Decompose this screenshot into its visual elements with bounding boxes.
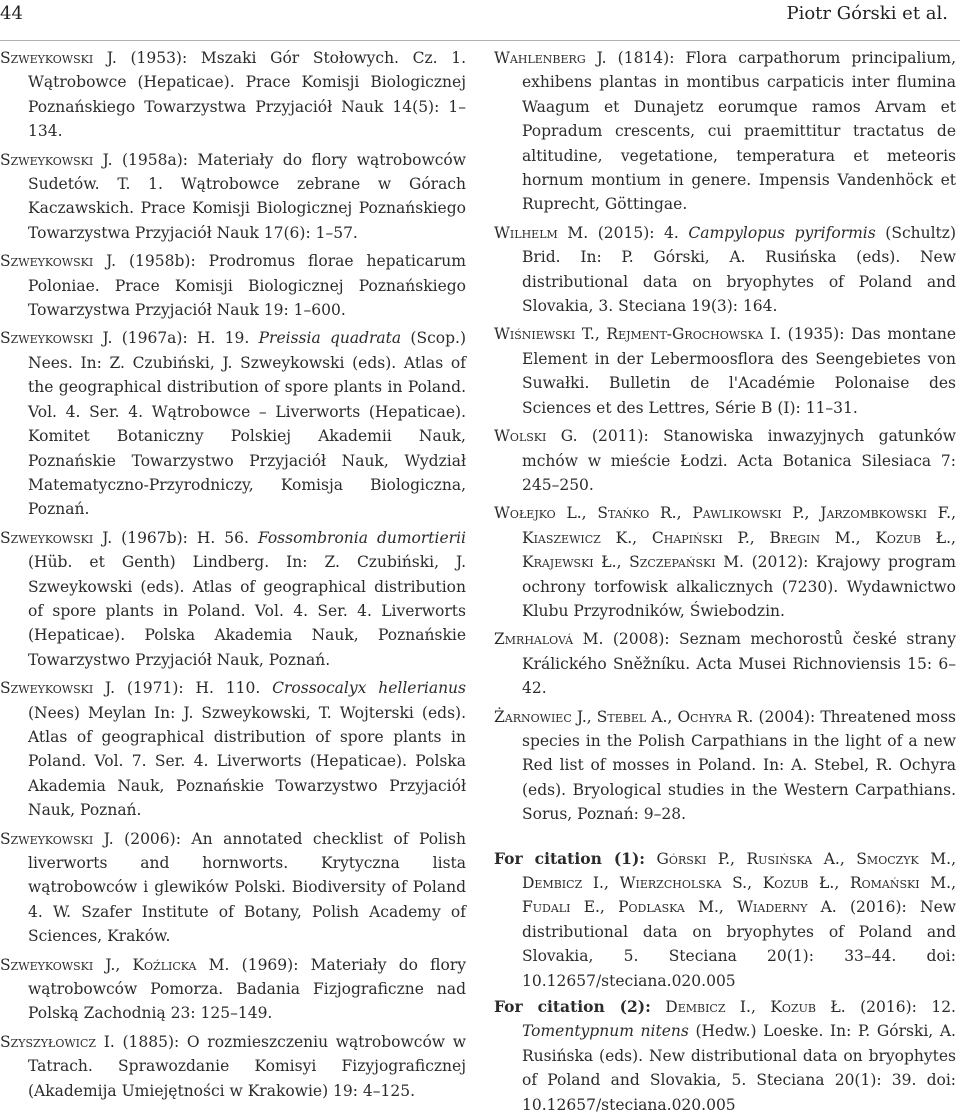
reference-entry bbox=[0, 676, 466, 822]
reference-authors: Zmrhalová M. bbox=[494, 630, 604, 649]
reference-pre: (1967a): H. 19. bbox=[112, 329, 259, 348]
citation-authors: Dembicz I., Kozub Ł. bbox=[650, 998, 846, 1017]
reference-text: (Nees) Meylan In: J. Szweykowski, T. Wojterski (eds). Atlas of geographical distribution of spore plants in Poland. Vol. 7. Ser. 4. Liverworts (Hepaticae). Polska Akademia Nauk, Poznańskie Towarzystwo Przyjaciół Nauk, Poznań. bbox=[28, 703, 466, 820]
reference-entry bbox=[494, 221, 956, 319]
reference-entry bbox=[0, 953, 466, 1026]
running-title: Piotr Górski et al. bbox=[786, 3, 948, 24]
reference-authors: Szyszyłowicz I. bbox=[0, 1032, 115, 1051]
reference-authors: Szweykowski J., Koźlicka M. bbox=[0, 955, 230, 974]
reference-text: (2004): Threatened moss species in the Polish Carpathians in the light of a new Red list of mosses in Poland. In: A. Stebel, R. Ochyra (eds). Bryological studies in the Western Carpathians. Sorus, Poznań: 9–28. bbox=[522, 707, 956, 824]
reference-text: (1958a): Materiały do flory wątrobowców Sudetów. T. 1. Wątrobowce zebrane w Górach Kaczawskich. Prace Komisji Biologicznej Poznańskiego Towarzystwa Przyjaciół Nauk 17(6): 1–57. bbox=[28, 150, 466, 242]
reference-text: (1935): Das montane Element in der Lebermoosflora des Seengebietes von Suwałki. Bulletin de l'Académie Polonaise des Sciences et des Lettres, Série B (I): 11–31. bbox=[522, 325, 956, 417]
reference-authors: Wołejko L., Stańko R., Pawlikowski P., Jarzombkowski F., Kiaszewicz K., Chapiński P., Bregin M., Kozub Ł., Krajewski Ł., Szczepański M. bbox=[494, 504, 956, 572]
references-left-column bbox=[0, 46, 466, 1107]
reference-text: (2008): Seznam mechorostů české strany Králického Sněžníku. Acta Musei Richnoviensis 15: 6–42. bbox=[522, 630, 956, 698]
reference-text: (1958b): Prodromus florae hepaticarum Poloniae. Prace Komisji Biologicznej Poznańskiego Towarzystwa Przyjaciół Nauk 19: 1–600. bbox=[28, 252, 466, 320]
reference-authors: Szweykowski J. bbox=[0, 252, 117, 271]
species-name: Campylopus pyriformis bbox=[688, 223, 876, 242]
reference-text: (2006): An annotated checklist of Polish liverworts and hornworts. Krytyczna lista wątrobowców i glewików Polski. Biodiversity of Poland 4. W. Szafer Institute of Botany, Polish Academy of Sciences, Kraków. bbox=[28, 829, 466, 946]
reference-authors: Szweykowski J. bbox=[0, 829, 114, 848]
citation-pre: (2016): 12. bbox=[845, 998, 956, 1017]
reference-text: (Hüb. et Genth) Lindberg. In: Z. Czubiński, J. Szweykowski (eds). Atlas of geographical distribution of spore plants in Poland. Vol. 4. Ser. 4. Liverworts (Hepaticae). Polska Akademia Nauk, Poznańskie Towarzystwo Przyjaciół Nauk, Poznań. bbox=[28, 553, 466, 669]
reference-authors: Wiśniewski T., Rejment-Grochowska I. bbox=[494, 325, 782, 344]
reference-entry bbox=[0, 46, 466, 144]
reference-entry bbox=[494, 501, 956, 623]
reference-entry bbox=[0, 148, 466, 246]
citation-text: (2016): New distributional data on bryophytes of Poland and Slovakia, 5. Steciana 20(1): 33–44. doi: 10.12657/steciana.020.005 bbox=[522, 898, 957, 990]
page-header bbox=[0, 0, 960, 41]
reference-text: (1953): Mszaki Gór Stołowych. Cz. 1. Wątrobowce (Hepaticae). Prace Komisji Biologicznej Poznańskiego Towarzystwa Przyjaciół Nauk 14(5): 1–134. bbox=[28, 49, 467, 141]
citation-label: For citation (2): bbox=[494, 997, 651, 1017]
reference-pre: (1971): H. 110. bbox=[115, 679, 273, 698]
reference-text: (2012): Krajowy program ochrony torfowisk alkalicznych (7230). Wydawnictwo Klubu Przyrodników, Świebodzin. bbox=[522, 553, 956, 620]
reference-text: (1969): Materiały do flory wątrobowców Pomorza. Badania Fizjograficzne nad Polską Zachodnią 23: 125–149. bbox=[28, 955, 466, 1023]
reference-entry bbox=[494, 705, 956, 827]
references-right-column bbox=[494, 46, 956, 1119]
species-name: Preissia quadrata bbox=[258, 329, 402, 348]
reference-authors: Szweykowski J. bbox=[0, 679, 115, 698]
reference-authors: Wahlenberg J. bbox=[494, 49, 607, 67]
reference-entry bbox=[0, 326, 466, 521]
reference-authors: Szweykowski J. bbox=[0, 49, 117, 67]
species-name: Tomentypnum nitens bbox=[522, 1022, 689, 1041]
reference-entry bbox=[0, 1030, 466, 1103]
reference-entry bbox=[494, 46, 956, 217]
reference-entry bbox=[0, 526, 466, 672]
reference-authors: Żarnowiec J., Stebel A., Ochyra R. bbox=[494, 707, 754, 726]
reference-entry bbox=[0, 249, 466, 322]
reference-text: (1885): O rozmieszczeniu wątrobowców w Tatrach. Sprawozdanie Komisyi Fizyjograficznej (Akademija Umiejętności w Krakowie) 19: 4–125. bbox=[28, 1032, 466, 1100]
reference-entry bbox=[0, 827, 466, 949]
reference-authors: Wolski G. bbox=[494, 427, 578, 446]
citation-entry bbox=[494, 847, 956, 993]
reference-text: (1814): Flora carpathorum principalium, exhibens plantas in montibus carpaticis inter flumina Waagum et Dunajetz eorumque ramos Arvam et Popradum crescents, cui praemittitur tractatus de altitudine, vegetatione, temperatura et meteoris hornum montium in genere. Impensis Vandenhöck et Ruprecht, Göttingae. bbox=[522, 49, 956, 214]
reference-authors: Wilhelm M. bbox=[494, 223, 589, 242]
reference-authors: Szweykowski J. bbox=[0, 150, 113, 169]
reference-authors: Szweykowski J. bbox=[0, 528, 113, 547]
species-name: Crossocalyx hellerianus bbox=[272, 679, 466, 698]
reference-text: (2011): Stanowiska inwazyjnych gatunków mchów w mieście Łodzi. Acta Botanica Silesiaca 7: 245–250. bbox=[522, 427, 956, 494]
citation-label: For citation (1): bbox=[494, 848, 646, 868]
citation-text: (Hedw.) Loeske. In: P. Górski, A. Rusińska (eds). New distributional data on bryophytes of Poland and Slovakia, 5. Steciana 20(1): 39. doi: 10.12657/steciana.020.005 bbox=[522, 1022, 956, 1114]
reference-pre: (1967b): H. 56. bbox=[112, 528, 258, 547]
species-name: Fossombronia dumortierii bbox=[257, 528, 466, 547]
citation-authors: Górski P., Rusińska A., Smoczyk M., Dembicz I., Wierzcholska S., Kozub Ł., Romański M., Fudali E., Podlaska M., Wiaderny A. bbox=[522, 849, 956, 917]
reference-entry bbox=[494, 322, 956, 420]
reference-authors: Szweykowski J. bbox=[0, 329, 113, 348]
reference-pre: (2015): 4. bbox=[588, 223, 689, 242]
reference-text: (Schultz) Brid. In: P. Górski, A. Rusińska (eds). New distributional data on bryophytes of Poland and Slovakia, 3. Steciana 19(3): 164. bbox=[522, 223, 956, 316]
page-number: 44 bbox=[0, 3, 23, 24]
citation-entry bbox=[494, 995, 956, 1117]
reference-entry bbox=[494, 627, 956, 700]
reference-text: (Scop.) Nees. In: Z. Czubiński, J. Szweykowski (eds). Atlas of the geographical distribution of spore plants in Poland. Vol. 4. Ser. 4. Wątrobowce – Liverworts (Hepaticae). Komitet Botaniczny Polskiej Akademii Nauk, Poznańskie Towarzystwo Przyjaciół Nauk, Wydział Matematyczno-Przyrodniczy, Komisja Biologiczna, Poznań. bbox=[28, 329, 466, 519]
citation-block bbox=[494, 847, 956, 1117]
reference-entry bbox=[494, 424, 956, 497]
